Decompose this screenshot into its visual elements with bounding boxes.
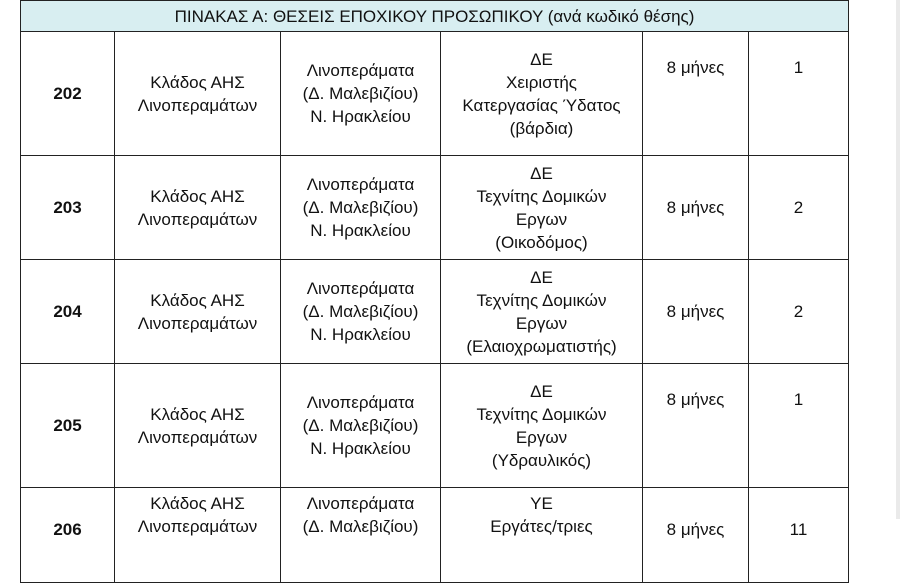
specialty-line: (Υδραυλικός): [491, 450, 592, 470]
location-line: Λινοπεράματα: [306, 61, 415, 80]
window-edge: [896, 0, 900, 519]
table-row: [21, 156, 849, 260]
location-line: Ν. Ηρακλείου: [310, 107, 411, 126]
location-line: Λινοπεράματα: [306, 175, 415, 194]
specialty-cell: [441, 364, 643, 488]
specialty-line: (Οικοδόμος): [495, 232, 588, 252]
service-line: Λινοπεραμάτων: [137, 209, 258, 229]
location-cell: [281, 488, 441, 583]
duration-cell: 8 μήνες: [643, 488, 749, 583]
table-body: [21, 32, 849, 583]
service-line: Λινοπεραμάτων: [137, 517, 258, 536]
table-title-row: [21, 1, 849, 32]
positions-count: 11: [749, 488, 849, 583]
service-line: Κλάδος ΑΗΣ: [150, 404, 245, 424]
specialty-line: Εργων: [515, 313, 568, 333]
location-line: Ν. Ηρακλείου: [310, 439, 411, 458]
service-cell: [115, 364, 281, 488]
specialty-line: ΔΕ: [530, 267, 553, 287]
specialty-line: ΔΕ: [530, 163, 553, 183]
location-cell: [281, 260, 441, 364]
position-code: 202: [21, 32, 115, 156]
table-row: [21, 488, 849, 583]
location-line: (Δ. Μαλεβιζίου): [302, 416, 419, 435]
specialty-line: (βάρδια): [509, 118, 574, 138]
location-line: Λινοπεράματα: [306, 279, 415, 298]
specialty-cell: [441, 488, 643, 583]
specialty-line: (Ελαιοχρωματιστής): [466, 336, 617, 356]
duration-cell: 8 μήνες: [643, 364, 749, 488]
location-cell: [281, 156, 441, 260]
duration-cell: 8 μήνες: [643, 32, 749, 156]
table-row: [21, 260, 849, 364]
service-line: Λινοπεραμάτων: [137, 313, 258, 333]
specialty-line: Τεχνίτης Δομικών: [476, 290, 607, 310]
document-sheet: [20, 0, 848, 583]
specialty-line: Τεχνίτης Δομικών: [476, 186, 607, 206]
position-code: 205: [21, 364, 115, 488]
specialty-line: ΥΕ: [530, 494, 553, 513]
table-row: [21, 32, 849, 156]
service-line: Λινοπεραμάτων: [137, 427, 258, 447]
specialty-line: Τεχνίτης Δομικών: [476, 404, 607, 424]
specialty-line: ΔΕ: [530, 381, 553, 401]
specialty-cell: [441, 32, 643, 156]
specialty-line: Κατεργασίας Ύδατος: [462, 95, 621, 115]
specialty-line: Χειριστής: [506, 72, 577, 92]
service-line: Κλάδος ΑΗΣ: [150, 186, 245, 206]
service-line: Κλάδος ΑΗΣ: [150, 494, 245, 513]
specialty-line: Εργων: [515, 209, 568, 229]
duration-cell: 8 μήνες: [643, 260, 749, 364]
location-line: Ν. Ηρακλείου: [310, 325, 411, 344]
positions-table: [20, 0, 849, 583]
positions-count: 2: [749, 260, 849, 364]
location-line: (Δ. Μαλεβιζίου): [302, 517, 419, 536]
service-line: Λινοπεραμάτων: [137, 95, 258, 115]
table-row: [21, 364, 849, 488]
position-code: 203: [21, 156, 115, 260]
location-line: (Δ. Μαλεβιζίου): [302, 302, 419, 321]
service-cell: [115, 32, 281, 156]
table-title: ΠΙΝΑΚΑΣ Α: ΘΕΣΕΙΣ ΕΠΟΧΙΚΟΥ ΠΡΟΣΩΠΙΚΟΥ (ανά κωδικό θέσης): [21, 1, 849, 32]
specialty-line: ΔΕ: [530, 49, 553, 69]
service-cell: [115, 260, 281, 364]
location-cell: [281, 364, 441, 488]
position-code: 204: [21, 260, 115, 364]
positions-count: 1: [749, 364, 849, 488]
specialty-cell: [441, 156, 643, 260]
positions-count: 2: [749, 156, 849, 260]
specialty-line: Εργάτες/τριες: [490, 517, 593, 536]
service-line: Κλάδος ΑΗΣ: [150, 290, 245, 310]
specialty-cell: [441, 260, 643, 364]
service-line: Κλάδος ΑΗΣ: [150, 72, 245, 92]
duration-cell: 8 μήνες: [643, 156, 749, 260]
specialty-line: Εργων: [515, 427, 568, 447]
location-line: Λινοπεράματα: [306, 494, 415, 513]
location-line: Λινοπεράματα: [306, 393, 415, 412]
location-line: Ν. Ηρακλείου: [310, 221, 411, 240]
location-line: (Δ. Μαλεβιζίου): [302, 198, 419, 217]
position-code: 206: [21, 488, 115, 583]
location-cell: [281, 32, 441, 156]
service-cell: [115, 488, 281, 583]
service-cell: [115, 156, 281, 260]
location-line: (Δ. Μαλεβιζίου): [302, 84, 419, 103]
positions-count: 1: [749, 32, 849, 156]
